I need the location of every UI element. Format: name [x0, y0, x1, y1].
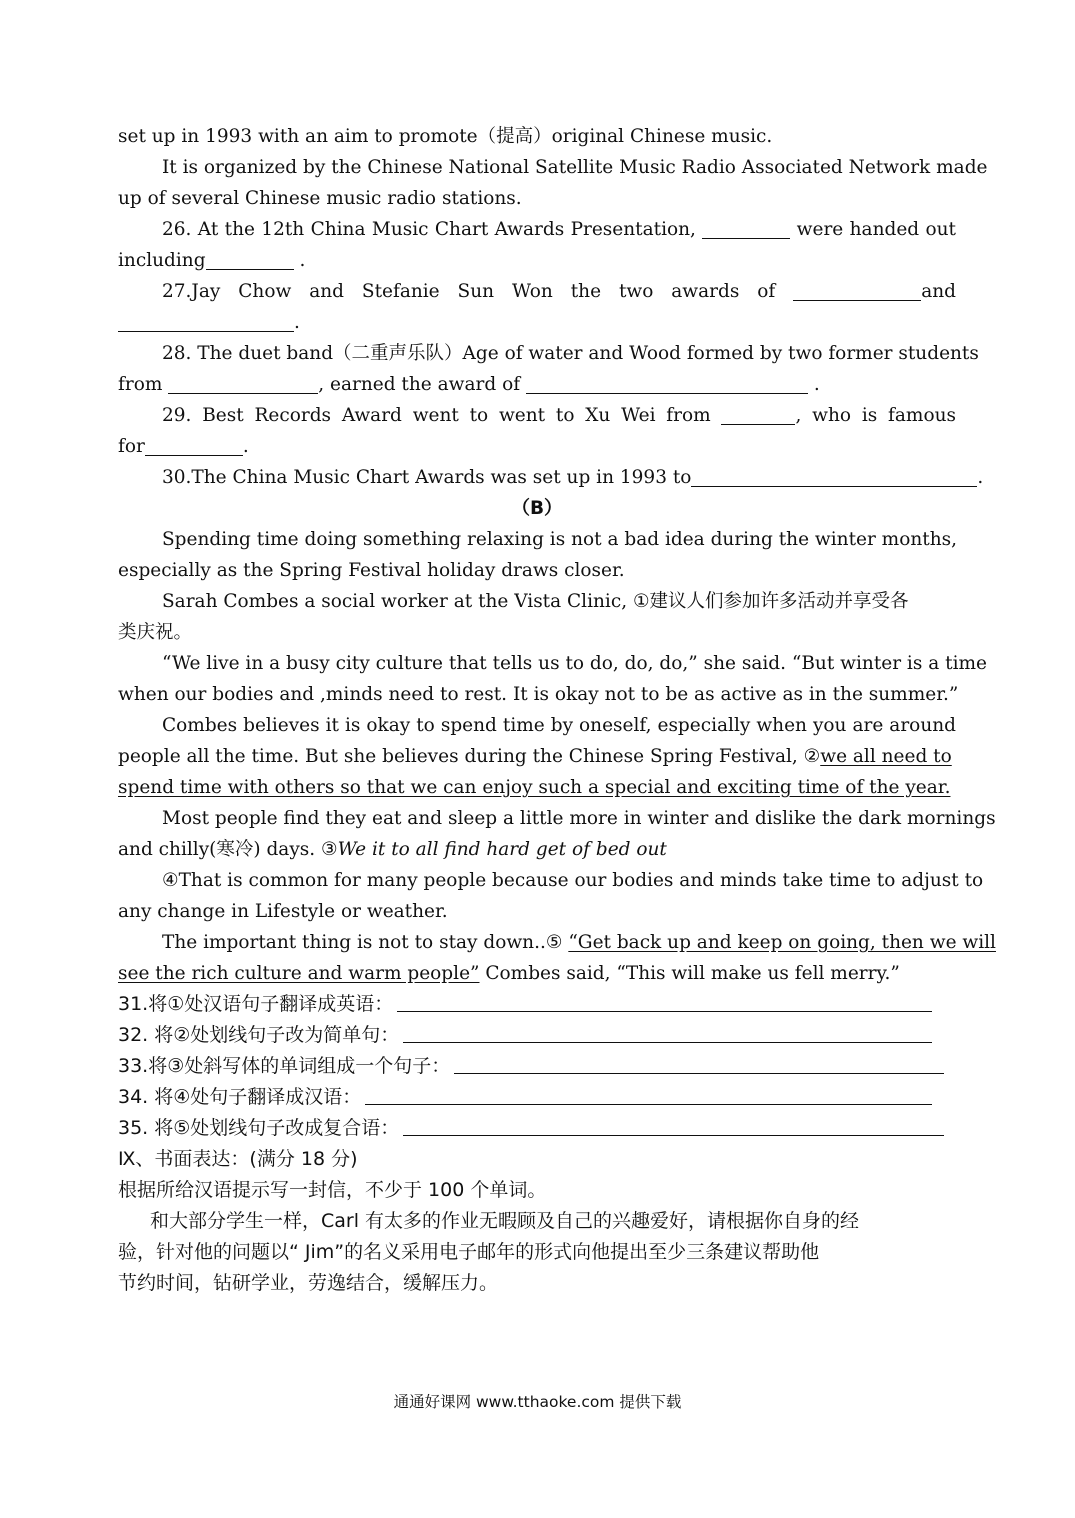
q29-text: , who is famous [795, 405, 956, 426]
q30-text: 30.The China Music Chart Awards was set up in 1993 to [162, 467, 692, 488]
q26-text: 26. At the 12th China Music Chart Awards Presentation, [162, 219, 696, 240]
q26-blank-1[interactable] [702, 218, 790, 239]
passage-a-line: It is organized by the Chinese National Satellite Music Radio Associated Network made [162, 157, 988, 178]
passage-b-text: and chilly(寒冷) days. ③ [118, 839, 338, 860]
q26-text: including [118, 250, 206, 271]
question-28-cont [118, 369, 956, 400]
passage-b-line: any change in Lifestyle or weather. [118, 901, 448, 922]
passage-b-line: especially as the Spring Festival holiday draws closer. [118, 560, 625, 581]
q29-end: . [242, 436, 249, 457]
passage-b-line [118, 741, 956, 772]
question-29 [118, 400, 956, 431]
q29-text: 29. Best Records Award went to went to Xu Wei from [162, 405, 711, 426]
q27-text: and [921, 281, 956, 302]
question-29-cont [118, 431, 956, 462]
question-31 [118, 989, 956, 1020]
q28-end: . [813, 374, 820, 395]
writing-prompt-line: 验，针对他的问题以“ Jim”的名义采用电子邮年的形式向他提出至少三条建议帮助他 [118, 1241, 820, 1263]
writing-section [118, 1144, 956, 1299]
passage-b-line: 类庆祝。 [118, 622, 193, 643]
question-27-cont [118, 307, 956, 338]
passage-b-line: when our bodies and ,minds need to rest. It is okay not to be as active as in the summer.” [118, 684, 959, 705]
passage-b-line [118, 834, 956, 865]
question-30 [118, 462, 984, 493]
underlined-sentence-2: we all need to [820, 746, 952, 767]
q34-text: 34. 将④处句子翻译成汉语： [118, 1086, 362, 1108]
passage-b-line: ④That is common for many people because our bodies and minds take time to adjust to [162, 870, 984, 891]
q28-text: from [118, 374, 163, 395]
underlined-sentence-5: “Get back up and keep on going, then we will [568, 932, 996, 953]
q30-blank[interactable] [691, 466, 977, 487]
q26-end: . [299, 250, 306, 271]
passage-b-line: Sarah Combes a social worker at the Vista Clinic, ①建议人们参加许多活动并享受各 [162, 591, 909, 612]
passage-b-line: Combes believes it is okay to spend time by oneself, especially when you are around [162, 715, 956, 736]
q27-blank-2[interactable] [118, 311, 294, 332]
writing-prompt-line: 节约时间，钻研学业，劳逸结合，缓解压力。 [118, 1272, 499, 1294]
passage-b-line: Most people find they eat and sleep a little more in winter and dislike the dark mornings [162, 808, 996, 829]
q27-blank-1[interactable] [793, 280, 921, 301]
question-35 [118, 1113, 956, 1144]
question-32 [118, 1020, 956, 1051]
question-34 [118, 1082, 956, 1113]
q31-answer-line[interactable] [397, 989, 932, 1012]
exam-page [118, 121, 996, 1299]
q31-text: 31.将①处汉语句子翻译成英语： [118, 993, 394, 1015]
q33-text: 33.将③处斜写体的单词组成一个句子： [118, 1055, 451, 1077]
q35-text: 35. 将⑤处划线句子改成复合语： [118, 1117, 400, 1139]
q30-end: . [977, 467, 984, 488]
q26-blank-2[interactable] [206, 249, 294, 270]
passage-a-line: set up in 1993 with an aim to promote（提高）original Chinese music. [118, 126, 773, 147]
q29-blank-2[interactable] [145, 435, 243, 456]
section-b-heading: （B） [511, 498, 563, 519]
passage-b-text: people all the time. But she believes during the Chinese Spring Festival, ② [118, 746, 821, 767]
passage-b-line: Spending time doing something relaxing is not a bad idea during the winter months, [162, 529, 957, 550]
question-28: 28. The duet band（二重声乐队）Age of water and Wood formed by two former students [162, 343, 979, 364]
footer-source: 通通好课网 www.tthaoke.com 提供下载 [393, 1393, 682, 1411]
q28-blank-1[interactable] [168, 373, 318, 394]
passage-b-text: The important thing is not to stay down..⑤ [162, 932, 569, 953]
q28-text: , earned the award of [318, 374, 521, 395]
question-26-cont [118, 245, 956, 276]
q27-end: . [294, 312, 300, 333]
q28-blank-2[interactable] [526, 373, 808, 394]
underlined-sentence-5-cont: see the rich culture and warm people” [118, 963, 480, 984]
q34-answer-line[interactable] [365, 1082, 932, 1105]
question-27 [118, 276, 956, 307]
q29-blank-1[interactable] [721, 404, 795, 425]
italic-words-3: We it to all find hard get of bed out [337, 839, 667, 860]
question-26 [118, 214, 956, 245]
q33-answer-line[interactable] [454, 1051, 944, 1074]
passage-a-line: up of several Chinese music radio stations. [118, 188, 522, 209]
passage-b-line [118, 927, 996, 958]
q26-text: were handed out [796, 219, 956, 240]
passage-b-text: Combes said, “This will make us fell merry.” [479, 963, 900, 984]
writing-instruction: 根据所给汉语提示写一封信，不少于 100 个单词。 [118, 1179, 547, 1201]
q32-text: 32. 将②处划线句子改为简单句： [118, 1024, 400, 1046]
q29-text: for [118, 436, 145, 457]
writing-heading: Ⅸ、书面表达：(满分 18 分) [118, 1148, 358, 1170]
passage-b-line: “We live in a busy city culture that tells us to do, do, do,” she said. “But winter is a time [162, 653, 987, 674]
q32-answer-line[interactable] [403, 1020, 932, 1043]
q35-answer-line[interactable] [403, 1113, 944, 1136]
passage-b-line [118, 958, 956, 989]
underlined-sentence-2-cont: spend time with others so that we can enjoy such a special and exciting time of the year. [118, 777, 951, 798]
writing-prompt-line: 和大部分学生一样，Carl 有太多的作业无暇顾及自己的兴趣爱好，请根据你自身的经 [150, 1210, 860, 1232]
question-33 [118, 1051, 956, 1082]
q27-text: 27.Jay Chow and Stefanie Sun Won the two awards of [162, 281, 776, 302]
